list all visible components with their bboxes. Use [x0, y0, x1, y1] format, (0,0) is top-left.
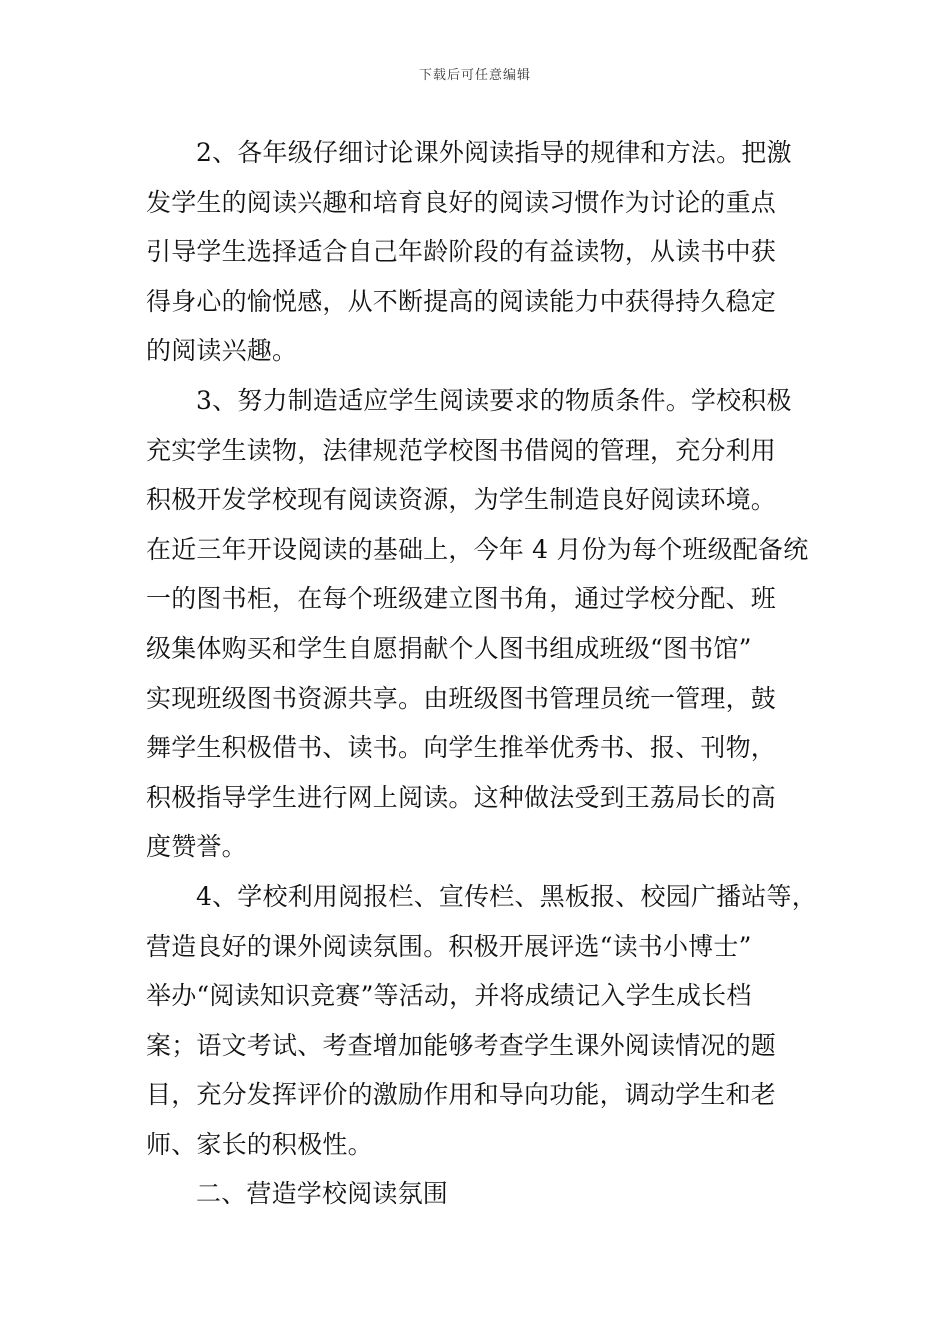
text-line: 实现班级图书资源共享。由班级图书管理员统一管理，鼓 — [146, 683, 777, 713]
text-line: 引导学生选择适合自己年龄阶段的有益读物，从读书中获 — [146, 237, 777, 267]
text-line: 积极指导学生进行网上阅读。这种做法受到王荔局长的高 — [146, 782, 777, 812]
text-line: 充实学生读物，法律规范学校图书借阅的管理，充分利用 — [146, 435, 777, 465]
page-header: 下载后可任意编辑 — [418, 68, 531, 83]
text-line: 的阅读兴趣。 — [146, 336, 298, 366]
text-line: 积极开发学校现有阅读资源，为学生制造良好阅读环境。 — [146, 485, 777, 515]
text-line: 目，充分发挥评价的激励作用和导向功能，调动学生和老 — [146, 1080, 777, 1110]
text-line: 在近三年开设阅读的基础上，今年 4 月份为每个班级配备统 — [146, 534, 809, 564]
text-line: 举办“阅读知识竞赛”等活动，并将成绩记入学生成长档 — [146, 981, 752, 1011]
text-line: 度赞誉。 — [146, 832, 247, 862]
text-line: 级集体购买和学生自愿捐献个人图书组成班级“图书馆” — [146, 633, 752, 663]
text-line: 案；语文考试、考查增加能够考查学生课外阅读情况的题 — [146, 1030, 777, 1060]
text-line: 师、家长的积极性。 — [146, 1129, 373, 1159]
text-line: 一的图书柜，在每个班级建立图书角，通过学校分配、班 — [146, 584, 777, 614]
section-heading: 二、营造学校阅读氛围 — [196, 1179, 449, 1209]
text-line: 3、努力制造适应学生阅读要求的物质条件。学校积极 — [196, 385, 792, 415]
text-line: 2、各年级仔细讨论课外阅读指导的规律和方法。把激 — [196, 138, 792, 167]
document-body — [146, 128, 816, 1219]
text-line: 4、学校利用阅报栏、宣传栏、黑板报、校园广播站等， — [196, 881, 817, 911]
text-line: 发学生的阅读兴趣和培育良好的阅读习惯作为讨论的重点 — [146, 187, 777, 217]
text-line: 营造良好的课外阅读氛围。积极开展评选“读书小博士” — [146, 931, 752, 961]
text-line: 得身心的愉悦感，从不断提高的阅读能力中获得持久稳定 — [146, 286, 777, 316]
text-line: 舞学生积极借书、读书。向学生推举优秀书、报、刊物， — [146, 733, 777, 763]
